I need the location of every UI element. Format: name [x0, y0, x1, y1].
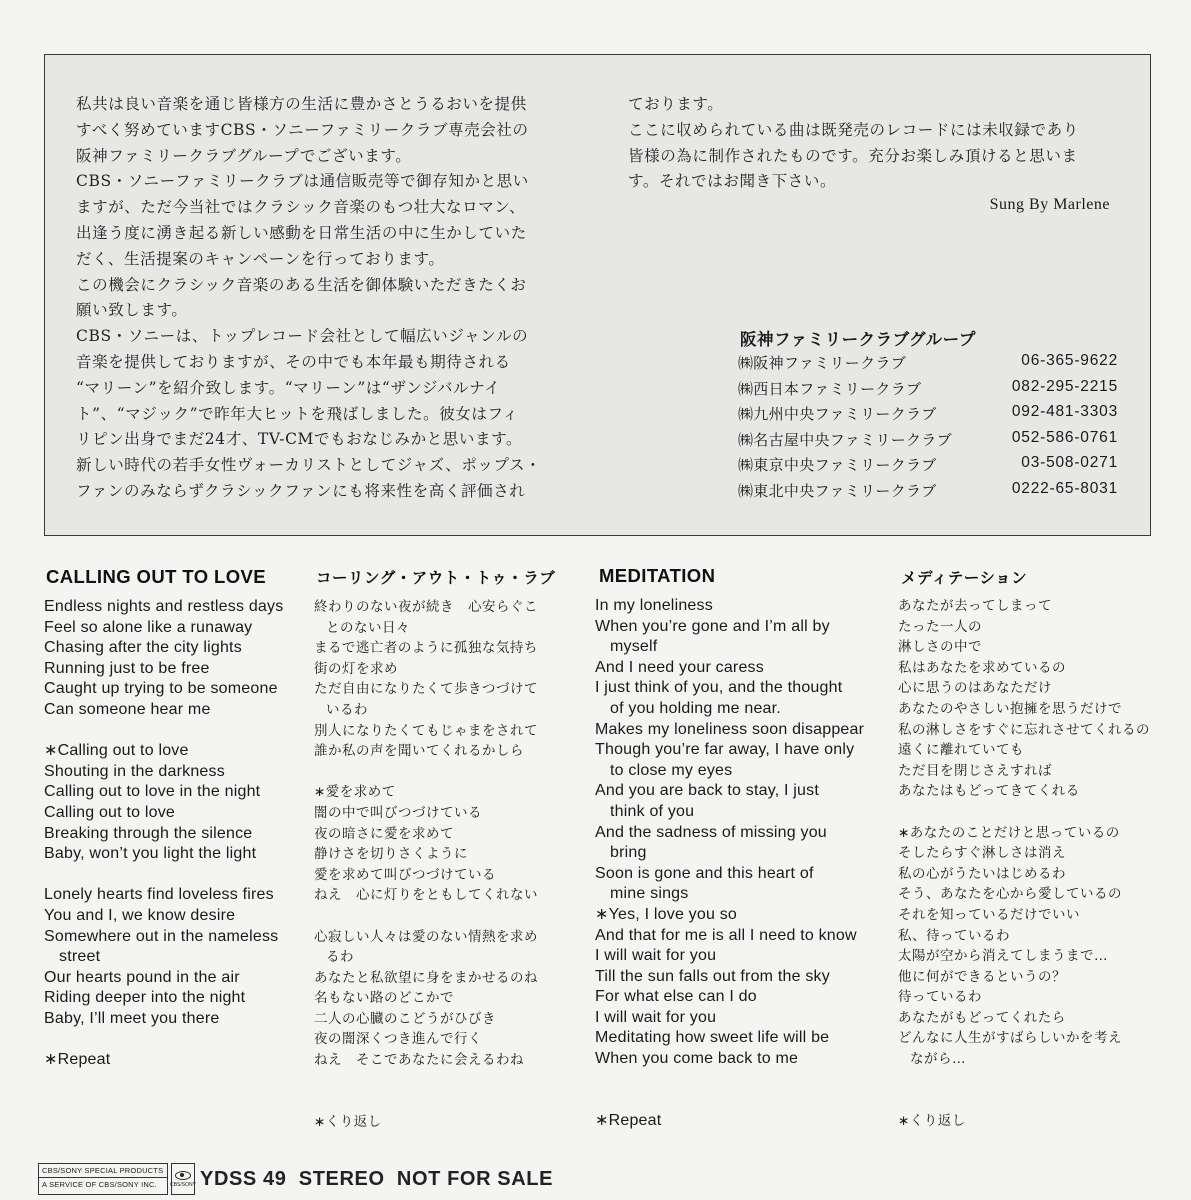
- intro-line: ております。: [628, 95, 724, 113]
- lyric-line: Soon is gone and this heart of: [595, 864, 814, 882]
- lyric-line: Baby, I’ll meet you there: [44, 1009, 220, 1027]
- lyric-line: ∗くり返し: [898, 1112, 966, 1129]
- lyric-line: 夜の闇深くつき進んで行く: [314, 1031, 482, 1048]
- club-row: [738, 480, 1118, 506]
- club-name: ㈱名古屋中央ファミリークラブ: [738, 430, 952, 449]
- lyric-line: ねえ 心に灯りをともしてくれない: [314, 887, 538, 904]
- lyric-line: 誰か私の声を聞いてくれるかしら: [314, 743, 524, 760]
- intro-line: 音楽を提供しておりますが、その中でも本年最も期待される: [76, 352, 511, 371]
- lyric-line: Till the sun falls out from the sky: [595, 967, 830, 985]
- intro-line: “マリーン”を紹介致します。“マリーン”は“ザンジバルナイ: [76, 378, 501, 397]
- lyric-line: 名もない路のどこかで: [314, 990, 454, 1007]
- lyric-line: 愛を求めて叫びつづけている: [314, 866, 496, 883]
- club-row: [738, 429, 1118, 455]
- lyric-line: ただ自由になりたくて歩きつづけて: [314, 681, 538, 698]
- lyric-line: of you holding me near.: [610, 699, 781, 717]
- intro-text-right: [628, 92, 1123, 195]
- lyric-line: myself: [610, 638, 658, 656]
- lyric-line: まるで逃亡者のように孤独な気持ち: [314, 640, 538, 657]
- label-credit-line1: CBS/SONY SPECIAL PRODUCTS: [42, 1166, 164, 1175]
- lyric-line: たった一人の: [898, 618, 982, 635]
- intro-line: CBS・ソニーは、トップレコード会社として幅広いジャンルの: [76, 327, 529, 346]
- lyric-line: When you come back to me: [595, 1050, 799, 1068]
- club-name: ㈱九州中央ファミリークラブ: [738, 405, 937, 423]
- lyric-line: street: [59, 948, 101, 966]
- lyric-line: るわ: [326, 949, 354, 966]
- lyric-line: And you are back to stay, I just: [595, 782, 819, 800]
- lyric-line: 待っているわ: [898, 989, 982, 1006]
- stanza-gap: [314, 1071, 574, 1092]
- lyric-line: 遠くに離れていても: [898, 742, 1024, 759]
- lyric-line: 太陽が空から消えてしまうまで…: [898, 948, 1108, 965]
- lyric-line: to close my eyes: [610, 761, 733, 779]
- stanza-gap: [44, 721, 304, 742]
- song2-title-en: MEDITATION: [599, 565, 716, 586]
- lyric-line: 二人の心臓のこどうがひびき: [314, 1010, 496, 1027]
- lyric-line: Lonely hearts find loveless fires: [44, 886, 274, 904]
- intro-line: 私共は良い音楽を通じ皆様方の生活に豊かさとうるおいを提供: [76, 95, 527, 113]
- lyric-line: Baby, won’t you light the light: [44, 845, 257, 863]
- lyric-line: Endless nights and restless days: [44, 598, 284, 615]
- catalog-code: YDSS 49 STEREO NOT FOR SALE: [200, 1168, 554, 1190]
- lyric-line: 私の心がうたいはじめるわ: [898, 865, 1066, 882]
- lyric-line: ∗Yes, I love you so: [595, 905, 738, 923]
- lyric-line: あなたはもどってきてくれる: [898, 783, 1080, 800]
- club-phone: 06-365-9622: [1021, 352, 1118, 369]
- song1-lyrics-jp: [314, 597, 574, 1132]
- intro-line: ここに収められている曲は既発売のレコードには未収録であり: [628, 120, 1079, 139]
- lyric-line: You and I, we know desire: [44, 906, 236, 924]
- lyric-line: ただ目を閉じさえすれば: [898, 762, 1052, 779]
- stanza-gap: [314, 906, 574, 927]
- lyric-line: Calling out to love: [44, 803, 175, 821]
- intro-line: 阪神ファミリークラブグループでございます。: [76, 146, 412, 165]
- lyric-line: 淋しさの中で: [898, 639, 982, 656]
- lyric-line: あなたが去ってしまって: [898, 598, 1052, 614]
- intro-line: 皆様の為に制作されたものです。充分お楽しみ頂けると思いま: [628, 146, 1078, 165]
- song2-lyrics-jp: [898, 596, 1168, 1131]
- intro-text-left: [76, 92, 571, 505]
- lyric-line: mine sings: [610, 885, 689, 903]
- intro-line: だく、生活提案のキャンペーンを行っております。: [76, 249, 445, 268]
- lyric-line: Running just to be free: [44, 659, 210, 677]
- lyric-line: 闇の中で叫びつづけている: [314, 804, 482, 821]
- lyric-line: 別人になりたくてもじゃまをされて: [314, 722, 538, 739]
- label-credit-box: [38, 1163, 168, 1195]
- club-row: [738, 352, 1118, 378]
- song2-title-jp: メディテーション: [901, 569, 1028, 587]
- cbs-eye-logo-icon: [171, 1163, 195, 1195]
- lyric-line: I will wait for you: [595, 947, 717, 965]
- lyric-line: Caught up trying to be someone: [44, 680, 278, 698]
- intro-line: す。それではお聞き下さい。: [628, 172, 837, 191]
- stanza-gap: [44, 865, 304, 886]
- lyric-line: In my loneliness: [595, 597, 713, 614]
- lyric-line: Our hearts pound in the air: [44, 968, 240, 986]
- lyric-line: Though you’re far away, I have only: [595, 741, 855, 759]
- song1-title-jp: コーリング・アウト・トゥ・ラブ: [316, 569, 556, 587]
- intro-line: ト”、“マジック”で昨年大ヒットを飛ばしました。彼女はフィ: [76, 404, 519, 423]
- club-phone: 03-508-0271: [1021, 454, 1118, 471]
- club-name: ㈱阪神ファミリークラブ: [738, 354, 907, 372]
- club-row: [738, 403, 1118, 429]
- lyric-line: Meditating how sweet life will be: [595, 1029, 830, 1047]
- intro-line: 願い致します。: [76, 301, 188, 320]
- stanza-gap: [898, 1090, 1168, 1111]
- lyric-line: Can someone hear me: [44, 700, 211, 718]
- lyric-line: And I need your caress: [595, 658, 764, 676]
- intro-line: 出逢う度に湧き起る新しい感動を日常生活の中に生かしていた: [76, 223, 527, 242]
- intro-line: 新しい時代の若手女性ヴォーカリストとしてジャズ、ポップス・: [76, 456, 542, 475]
- lyric-line: ∗あなたのことだけと思っているの: [898, 824, 1120, 841]
- stanza-gap: [44, 1029, 304, 1050]
- lyric-line: bring: [610, 844, 647, 862]
- song1-title-en: CALLING OUT TO LOVE: [46, 566, 267, 587]
- lyric-line: そう、あなたを心から愛しているの: [898, 886, 1122, 903]
- lyric-line: そしたらすぐ淋しさは消え: [898, 845, 1066, 862]
- logo-text: CBS/SONY: [170, 1181, 196, 1188]
- lyric-line: ∗くり返し: [314, 1113, 382, 1130]
- intro-line: リピン出身でまだ24才、TV-CMでもおなじみかと思います。: [76, 430, 523, 449]
- lyric-line: And that for me is all I need to know: [595, 926, 857, 944]
- club-name: ㈱西日本ファミリークラブ: [738, 379, 922, 398]
- lyric-line: いるわ: [326, 701, 368, 718]
- lyric-line: 心寂しい人々は愛のない情熱を求め: [314, 928, 538, 945]
- club-group-title: 阪神ファミリークラブグループ: [740, 330, 976, 349]
- lyric-line: 夜の暗さに愛を求めて: [314, 825, 454, 842]
- stanza-gap: [595, 1090, 885, 1111]
- lyric-line: Somewhere out in the nameless: [44, 927, 279, 945]
- lyric-line: 私、待っているわ: [898, 927, 1010, 944]
- lyric-line: ∗Repeat: [595, 1111, 662, 1129]
- club-phone: 082-295-2215: [1011, 377, 1118, 395]
- stanza-gap: [898, 802, 1168, 823]
- lyric-line: think of you: [610, 802, 695, 820]
- intro-line: ますが、ただ今当社ではクラシック音楽のもつ壮大なロマン、: [76, 198, 526, 217]
- club-phone: 0222-65-8031: [1011, 479, 1118, 497]
- lyric-line: Riding deeper into the night: [44, 989, 246, 1007]
- lyric-line: I just think of you, and the thought: [595, 679, 843, 697]
- club-row: [738, 454, 1118, 480]
- lyric-line: 心に思うのはあなただけ: [898, 680, 1052, 697]
- club-list: [738, 352, 1118, 505]
- club-phone: 052-586-0761: [1011, 428, 1118, 446]
- lyric-line: 静けさを切りさくように: [314, 846, 468, 863]
- intro-line: ファンのみならずクラシックファンにも将来性を高く評価され: [76, 481, 526, 500]
- club-name: ㈱東京中央ファミリークラブ: [738, 456, 937, 474]
- lyric-line: Breaking through the silence: [44, 824, 253, 842]
- intro-line: この機会にクラシック音楽のある生活を御体験いただきたくお: [76, 275, 527, 294]
- lyric-line: ねえ そこであなたに会えるわね: [314, 1052, 524, 1069]
- club-phone: 092-481-3303: [1011, 403, 1118, 420]
- lyric-line: あなたと私欲望に身をまかせるのね: [314, 969, 538, 986]
- lyric-line: それを知っているだけでいい: [898, 906, 1080, 923]
- club-row: [738, 378, 1118, 404]
- lyric-line: 私はあなたを求めているの: [898, 659, 1066, 676]
- lyric-line: 私の淋しさをすぐに忘れさせてくれるの: [898, 721, 1150, 738]
- lyric-line: Calling out to love in the night: [44, 783, 261, 801]
- lyric-line: For what else can I do: [595, 988, 757, 1006]
- lyric-line: I will wait for you: [595, 1008, 717, 1026]
- lyric-line: ∗Calling out to love: [44, 742, 189, 760]
- stanza-gap: [314, 762, 574, 783]
- intro-line: CBS・ソニーファミリークラブは通信販売等で御存知かと思い: [76, 172, 529, 191]
- lyric-line: Feel so alone like a runaway: [44, 618, 253, 636]
- lyric-line: 街の灯を求め: [314, 660, 398, 677]
- lyric-line: ∗愛を求めて: [314, 784, 396, 801]
- lyric-line: When you’re gone and I’m all by: [595, 617, 830, 635]
- intro-line: すべく努めていますCBS・ソニーファミリークラブ専売会社の: [76, 120, 529, 139]
- label-credit-line2: A SERVICE OF CBS/SONY INC.: [39, 1177, 167, 1191]
- lyric-line: とのない日々: [326, 619, 410, 636]
- lyric-line: Chasing after the city lights: [44, 639, 242, 657]
- lyric-line: ながら…: [910, 1051, 966, 1068]
- song1-lyrics-en: [44, 597, 304, 1071]
- lyric-line: 他に何ができるというの？: [898, 968, 1066, 985]
- stanza-gap: [898, 1070, 1168, 1091]
- lyric-line: あなたのやさしい抱擁を思うだけで: [898, 700, 1122, 717]
- lyric-line: あなたがもどってくれたら: [898, 1009, 1066, 1026]
- sung-by-credit: Sung By Marlene: [989, 196, 1110, 213]
- lyric-line: ∗Repeat: [44, 1051, 111, 1069]
- lyric-line: 終わりのない夜が続き 心安らぐこ: [314, 599, 538, 615]
- club-name: ㈱東北中央ファミリークラブ: [738, 481, 937, 500]
- song2-lyrics-en: [595, 596, 885, 1131]
- lyric-line: Shouting in the darkness: [44, 762, 225, 780]
- lyric-line: And the sadness of missing you: [595, 823, 827, 841]
- stanza-gap: [314, 1091, 574, 1112]
- stanza-gap: [595, 1070, 885, 1091]
- lyric-line: Makes my loneliness soon disappear: [595, 720, 865, 738]
- lyric-line: どんなに人生がすばらしいかを考え: [898, 1030, 1122, 1047]
